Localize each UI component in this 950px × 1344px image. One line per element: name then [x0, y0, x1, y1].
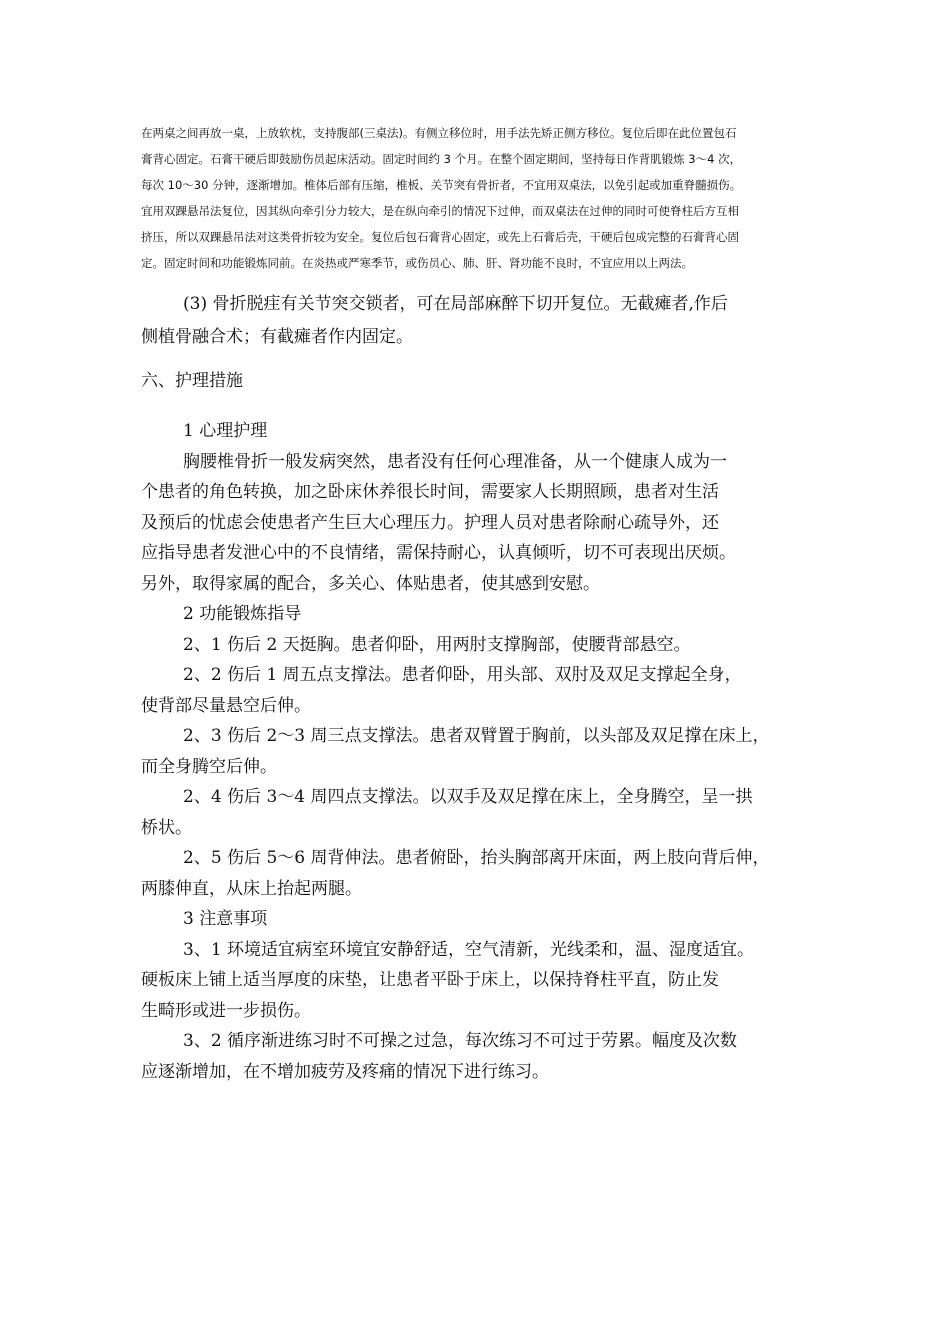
text-line: 侧植骨融合术；有截瘫者作内固定。 [141, 327, 413, 347]
text-line: 及预后的忧虑会使患者产生巨大心理压力。护理人员对患者除耐心疏导外，还 [141, 512, 719, 533]
text-line: 应逐渐增加，在不增加疲劳及疼痛的情况下进行练习。 [141, 1061, 549, 1082]
text-line: (3) 骨折脱疰有关节突交锁者，可在局部麻醉下切开复位。无截瘫者,作后 [183, 294, 728, 314]
text-line: 而全身腾空后伸。 [141, 756, 277, 777]
text-line: 应指导患者发泄心中的不良情绪，需保持耐心，认真倾听，切不可表现出厌烦。 [141, 543, 736, 563]
section-heading-nursing: 六、护理措施 [141, 371, 243, 391]
text-line: 挤压，所以双踝悬吊法对这类骨折较为安全。复位后包石膏背心固定，或先上石膏后壳，干硬后包成完整的石膏背心固 [141, 230, 739, 244]
text-line: 个患者的角色转换，加之卧床休养很长时间，需要家人长期照顾，患者对生活 [141, 482, 719, 502]
text-line: 2、4 伤后 3～4 周四点支撑法。以双手及双足撑在床上，全身腾空，呈一拱 [183, 787, 753, 807]
text-line: 膏背心固定。石膏干硬后即鼓励伤员起床活动。固定时间约 3 个月。在整个固定期间，坚持每日作背肌锻炼 3～4 次， [141, 152, 742, 166]
subheading-functional-exercise: 2 功能锻炼指导 [183, 604, 302, 624]
nursing-measures-body [141, 416, 831, 1087]
text-line: 2、1 伤后 2 天挺胸。患者仰卧，用两肘支撑胸部，使腰背部悬空。 [183, 634, 691, 655]
text-line: 2、5 伤后 5～6 周背伸法。患者俯卧，抬头胸部离开床面，两上肢向背后伸， [183, 848, 770, 868]
item-3-paragraph [141, 288, 831, 354]
text-line: 3、1 环境适宜病室环境宜安静舒适，空气清新，光线柔和，温、湿度适宜。 [183, 939, 755, 960]
text-line: 硬板床上铺上适当厚度的床垫，让患者平卧于床上，以保持脊柱平直，防止发 [141, 970, 719, 990]
text-line: 2、2 伤后 1 周五点支撑法。患者仰卧，用头部、双肘及双足支撑起全身， [183, 665, 742, 685]
text-line: 2、3 伤后 2～3 周三点支撑法。患者双臂置于胸前，以头部及双足撑在床上， [183, 726, 770, 746]
text-line: 宜用双踝悬吊法复位，因其纵向牵引分力较大，是在纵向牵引的情况下过伸，而双桌法在过伸的同时可使脊柱后方互相 [141, 204, 739, 218]
text-line: 每次 10～30 分钟，逐渐增加。椎体后部有压缩，椎板、关节突有骨折者，不宜用双桌法，以免引起或加重脊髓损伤。 [141, 178, 742, 192]
text-line: 3、2 循序渐进练习时不可操之过急，每次练习不可过于劳累。幅度及次数 [183, 1031, 738, 1051]
text-line: 两膝伸直，从床上抬起两腿。 [141, 878, 362, 899]
subheading-psychological-care: 1 心理护理 [183, 421, 268, 441]
text-line: 定。固定时间和功能锻炼同前。在炎热或严寒季节，或伤员心、肺、肝、肾功能不良时，不宜应用以上两法。 [141, 256, 693, 270]
text-line: 使背部尽量悬空后伸。 [141, 695, 311, 716]
text-line: 生畸形或进一步损伤。 [141, 1000, 311, 1021]
fracture-reduction-continuation [141, 120, 821, 276]
text-line: 胸腰椎骨折一般发病突然，患者没有任何心理准备，从一个健康人成为一 [183, 451, 727, 472]
text-line: 另外，取得家属的配合，多关心、体贴患者，使其感到安慰。 [141, 573, 600, 594]
text-line: 在两桌之间再放一桌，上放软枕，支持腹部(三桌法)。有侧立移位时，用手法先矫正侧方移位。复位后即在此位置包石 [141, 126, 737, 140]
text-line: 桥状。 [141, 817, 192, 838]
subheading-precautions: 3 注意事项 [183, 909, 268, 929]
